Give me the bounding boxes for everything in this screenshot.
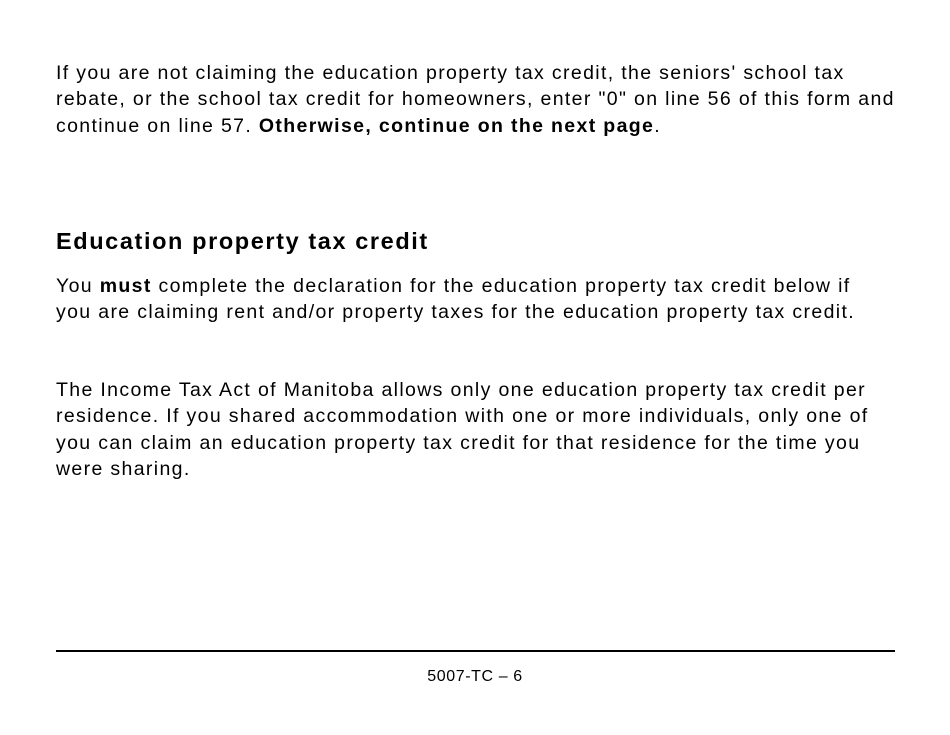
footer-divider — [56, 650, 895, 652]
intro-paragraph — [56, 60, 896, 139]
residence-paragraph: The Income Tax Act of Manitoba allows only one education property tax credit per residence. If you shared accommodation with one or more individuals, only one of you can claim an education property tax credit for that residence for the time you were sharing. — [56, 379, 869, 480]
intro-end: . — [654, 114, 662, 137]
section-heading: Education property tax credit — [56, 228, 429, 254]
para1-start: You — [56, 275, 100, 297]
para1-rest: complete the declaration for the education property tax credit below if you are claiming rent and/or property taxes for the education property tax credit. — [56, 275, 855, 324]
para1-bold: must — [99, 275, 152, 297]
intro-text: If you are not claiming the education property tax credit, the seniors' school tax rebate, or the school tax credit for homeowners, enter "0" on line 56 of this form and continue on line 57. — [56, 62, 895, 137]
intro-bold-instruction: Otherwise, continue on the next page — [258, 114, 655, 137]
page-content — [56, 60, 896, 480]
declaration-paragraph — [56, 273, 886, 326]
page-number: 5007-TC – 6 — [427, 668, 523, 685]
